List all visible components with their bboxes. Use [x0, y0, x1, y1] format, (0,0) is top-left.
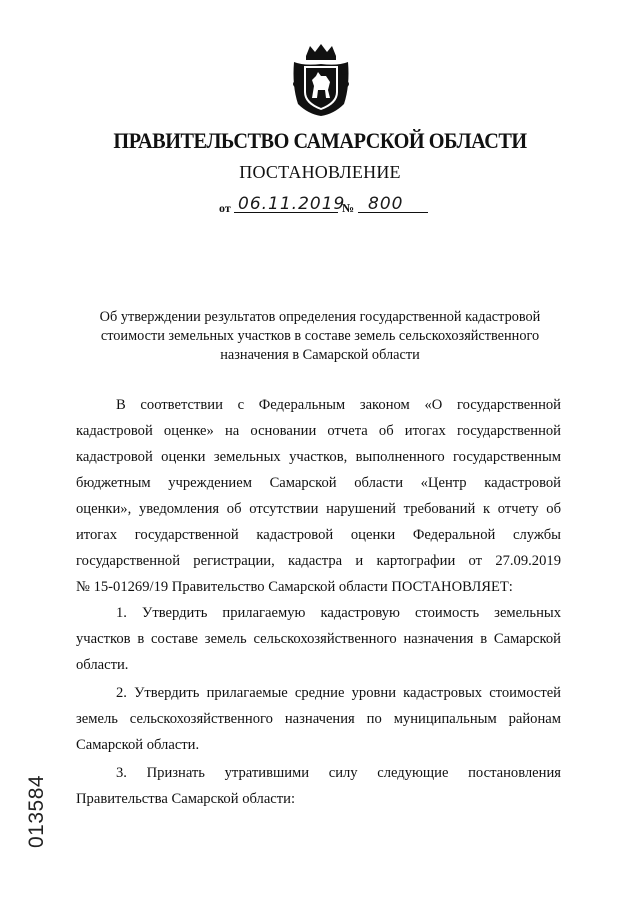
preamble-line: № 15-01269/19 Правительство Самарской области ПОСТАНОВЛЯЕТ: [76, 579, 513, 595]
number-underline [358, 212, 428, 213]
item-line: участков в составе земель сельскохозяйственного назначения в Самарской [76, 631, 561, 647]
subject-line: Об утверждении результатов определения государственной кадастровой [99, 309, 541, 325]
preamble-paragraph [76, 392, 561, 600]
preamble-line: бюджетным учреждением Самарской области «Центр кадастровой [76, 475, 561, 491]
preamble-line: государственной регистрации, кадастра и картографии от 27.09.2019 [76, 553, 561, 569]
preamble-line: В соответствии с Федеральным законом «О государственной [116, 397, 561, 413]
date-handwritten: 06.11.2019 [238, 194, 346, 214]
registration-number: 013584 [25, 774, 48, 848]
document-type: ПОСТАНОВЛЕНИЕ [239, 162, 401, 182]
item-line: Правительства Самарской области: [76, 791, 296, 807]
date-number-row [0, 192, 640, 218]
item-line: 1. Утвердить прилагаемую кадастровую стоимость земельных [116, 605, 561, 621]
item-line: Самарской области. [76, 737, 200, 753]
item-line: 3. Признать утратившими силу следующие постановления [116, 765, 561, 781]
document-body [76, 392, 561, 812]
date-prefix: от [219, 201, 231, 215]
preamble-line: кадастровой оценки земельных участков, выполненного государственным [76, 449, 561, 465]
subject-line: назначения в Самарской области [220, 347, 420, 363]
item-2-paragraph [76, 680, 561, 758]
item-3-paragraph [76, 760, 561, 812]
preamble-line: кадастровой оценке» на основании отчета об итогах государственной [76, 423, 561, 439]
date-underline [234, 212, 338, 213]
number-handwritten: 800 [368, 194, 404, 214]
preamble-line: итогах государственной кадастровой оценки Федеральной службы [76, 527, 561, 543]
item-line: области. [76, 657, 129, 673]
subject-line: стоимости земельных участков в составе земель сельскохозяйственного [100, 328, 540, 344]
preamble-line: оценки», уведомления об отсутствии нарушений требований к отчету об [76, 501, 561, 517]
coat-of-arms-icon [288, 42, 354, 118]
government-title: ПРАВИТЕЛЬСТВО САМАРСКОЙ ОБЛАСТИ [113, 128, 527, 153]
item-1-paragraph [76, 600, 561, 678]
number-prefix: № [342, 201, 355, 215]
item-line: 2. Утвердить прилагаемые средние уровни кадастровых стоимостей [116, 685, 561, 701]
item-line: земель сельскохозяйственного назначения по муниципальным районам [76, 711, 561, 727]
document-subject [60, 308, 580, 365]
